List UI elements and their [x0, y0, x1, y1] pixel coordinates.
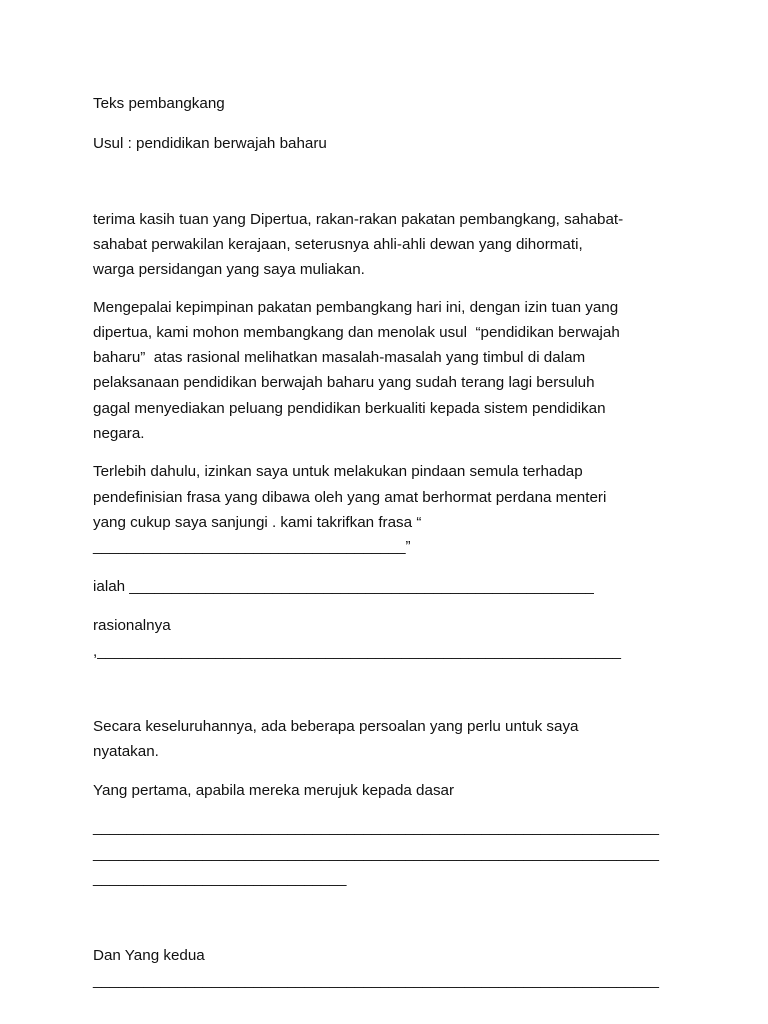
- text-line: nyatakan.: [93, 743, 159, 760]
- blank-line: ,______________________________________________________________: [93, 643, 621, 660]
- blank-line: ___________________________________________________________________: [93, 819, 659, 836]
- text-line: Secara keseluruhannya, ada beberapa persoalan yang perlu untuk saya: [93, 718, 579, 735]
- blank-line: ___________________________________________________________________: [93, 845, 659, 862]
- blank-line: _____________________________________”: [93, 538, 411, 555]
- second-point-line: Dan Yang kedua: [93, 947, 205, 964]
- text-line: Terlebih dahulu, izinkan saya untuk melakukan pindaan semula terhadap: [93, 463, 583, 480]
- motion-line: Usul : pendidikan berwajah baharu: [93, 135, 327, 152]
- document-title: Teks pembangkang: [93, 95, 225, 112]
- rasional-label: rasionalnya: [93, 617, 171, 634]
- ialah-line: ialah _______________________________________________________: [93, 578, 594, 595]
- text-line: pelaksanaan pendidikan berwajah baharu yang sudah terang lagi bersuluh: [93, 374, 595, 391]
- text-line: baharu” atas rasional melihatkan masalah-masalah yang timbul di dalam: [93, 349, 586, 366]
- text-line: yang cukup saya sanjungi . kami takrifkan frasa “: [93, 514, 422, 531]
- text-line: pendefinisian frasa yang dibawa oleh yang amat berhormat perdana menteri: [93, 489, 607, 506]
- text-line: warga persidangan yang saya muliakan.: [93, 261, 365, 278]
- text-line: gagal menyediakan peluang pendidikan berkualiti kepada sistem pendidikan: [93, 400, 606, 417]
- text-line: negara.: [93, 425, 145, 442]
- text-line: Mengepalai kepimpinan pakatan pembangkang hari ini, dengan izin tuan yang: [93, 299, 619, 316]
- blank-line: ______________________________: [93, 870, 347, 887]
- text-line: dipertua, kami mohon membangkang dan menolak usul “pendidikan berwajah: [93, 324, 620, 341]
- first-point-line: Yang pertama, apabila mereka merujuk kepada dasar: [93, 782, 455, 799]
- text-line: terima kasih tuan yang Dipertua, rakan-rakan pakatan pembangkang, sahabat-: [93, 211, 624, 228]
- blank-line: ___________________________________________________________________: [93, 972, 659, 989]
- text-line: sahabat perwakilan kerajaan, seterusnya ahli-ahli dewan yang dihormati,: [93, 236, 583, 253]
